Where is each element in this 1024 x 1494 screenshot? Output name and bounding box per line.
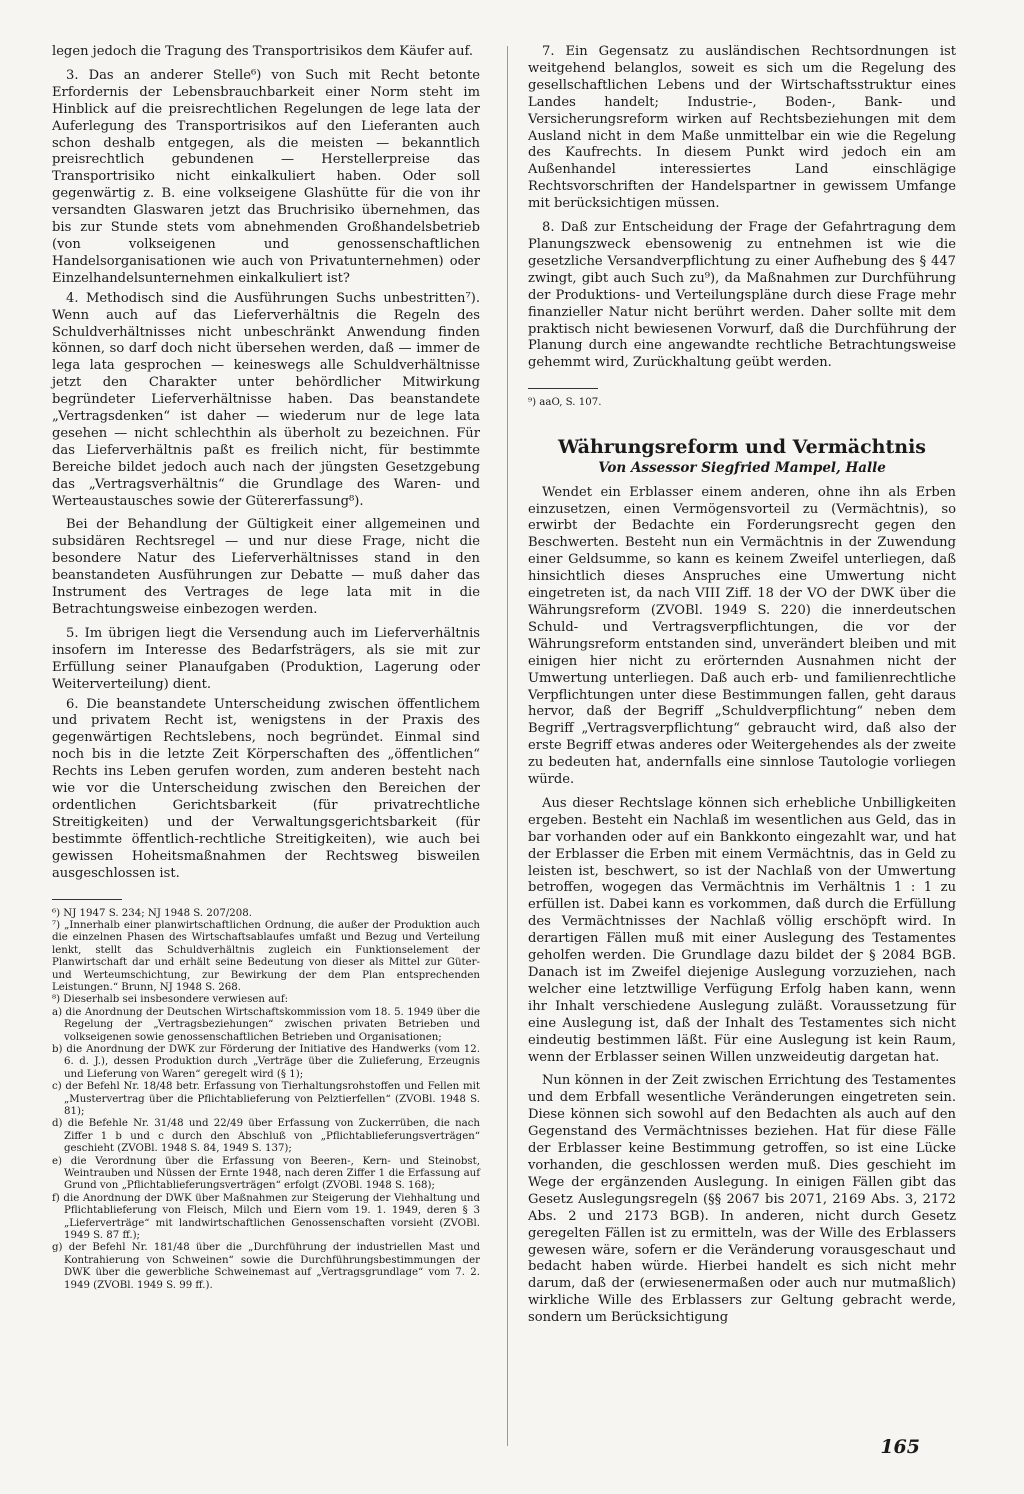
footnote-6: ⁶) NJ 1947 S. 234; NJ 1948 S. 207/208. [52,907,252,919]
right-column [528,44,956,1330]
footnotes-left [52,908,480,1293]
footnote-9: ⁹) aaO, S. 107. [528,397,602,409]
page-number: 165 [880,1436,920,1458]
paragraph-3: 3. Das an anderer Stelle⁶) von Such mit Recht betonte Erfordernis der Lebensbrauchbarkeit einer Norm steht im Hinblick auf die preisrechtlichen Regelungen de lege lata der Auferlegung des Transportrisikos auf den Lieferanten auch schon deshalb entgegen, als die meisten — bekanntlich preisrechtlich gebundenen — Herstellerpreise das Transportrisiko nicht einkalkuliert haben. Oder soll gegenwärtig z. B. eine volkseigene Glashütte für die von ihr versandten Glaswaren jetzt das Bruchrisiko übernehmen, das bis zur Stunde stets vom abnehmenden Großhandelsbetrieb (von volkseigenen und genossenschaftlichen Handelsorganisationen wie auch von Privatunternehmen) oder Einzelhandelsunternehmen einkalkuliert ist? [52,67,480,286]
paragraph-continuation: legen jedoch die Tragung des Transportrisikos dem Käufer auf. [52,44,474,59]
left-column [52,44,480,1292]
paragraph-7: 7. Ein Gegensatz zu ausländischen Rechtsordnungen ist weitgehend belanglos, soweit es sich um die Regelung des gesellschaftlichen Lebens und der Wirtschaftsstruktur eines Landes handelt; Industrie-, Boden-, Bank- und Versicherungsreform wirken auf Rechtsbeziehungen mit dem Ausland nicht in dem Maße unmittelbar ein wie die Regelung des Kaufrechts. In diesem Punkt wird jedoch ein am Außenhandel interessiertes Land einschlägige Rechtsvorschriften der Handelspartner in gewissem Umfange mit berücksichtigen müssen. [528,44,956,212]
footnote-8-item-d: d) die Befehle Nr. 31/48 und 22/49 über Erfassung von Zuckerrüben, die nach Ziffer 1 b und c durch den Abschluß von „Pflichtablieferungsverträgen“ geschieht (ZVOBl. 1948 S. 84, 1949 S. 137); [52,1118,480,1155]
article-paragraph-2: Aus dieser Rechtslage können sich erhebliche Unbilligkeiten ergeben. Besteht ein Nachlaß im wesentlichen aus Geld, das in bar vorhanden oder auf ein Bankkonto eingezahlt war, und hat der Erblasser die Erben mit einem Vermächtnis, das in Geld zu leisten ist, beschwert, so ist der Nachlaß von der Umwertung betroffen, wogegen das Vermächtnis im Verhältnis 1 : 1 zu erfüllen ist. Dabei kann es vorkommen, daß durch die Erfüllung des Vermächtnisses der Nachlaß völlig erschöpft wird. In derartigen Fällen muß mit einer Auslegung des Testamentes geholfen werden. Die Grundlage dazu bildet der § 2084 BGB. Danach ist im Zweifel diejenige Auslegung vorzuziehen, nach welcher eine letztwillige Verfügung Erfolg haben kann, wenn ihr Inhalt verschiedene Auslegung zuläßt. Voraussetzung für eine Auslegung ist, daß der Inhalt des Testamentes sich nicht eindeutig bestimmen läßt. Für eine Auslegung ist kein Raum, wenn der Erblasser seinen Willen unzweideutig dargetan hat. [528,795,956,1065]
footnote-8-item-b: b) die Anordnung der DWK zur Förderung der Initiative des Handwerks (vom 12. 6. d. J.), dessen Produktion durch „Verträge über die Zulieferung, Erzeugnis und Lieferung von Waren“ geregelt wird (§ 1); [52,1043,480,1080]
article-byline: Von Assessor Siegfried Mampel, Halle [598,459,886,476]
article-title: Währungsreform und Vermächtnis [557,435,927,458]
footnote-8: ⁸) Dieserhalb sei insbesondere verwiesen auf: [52,994,289,1006]
article-paragraph-3: Nun können in der Zeit zwischen Errichtung des Testamentes und dem Erbfall wesentliche Veränderungen eingetreten sein. Diese können sich sowohl auf den Bedachten als auch auf den Gegenstand des Vermächtnisses beziehen. Hat für diese Fälle der Erblasser keine Bestimmung getroffen, so ist eine Lücke vorhanden, die geschlossen werden muß. Dies geschieht im Wege der ergänzenden Auslegung. In einigen Fällen gibt das Gesetz Auslegungsregeln (§§ 2067 bis 2071, 2169 Abs. 3, 2172 Abs. 2 und 2173 BGB). In anderen, nicht durch Gesetz geregelten Fällen ist zu ermitteln, was der Wille des Erblassers gewesen wäre, sofern er die Veränderung vorausgeschaut und bedacht haben würde. Hierbei handelt es sich nicht mehr darum, daß der (erwiesenermaßen oder auch nur mutmaßlich) wirkliche Wille des Erblassers zur Geltung gebracht werde, sondern um Berücksichtigung [528,1073,956,1326]
paragraph-8: 8. Daß zur Entscheidung der Frage der Gefahrtragung dem Planungszweck ebensowenig zu entnehmen ist wie die gesetzliche Versandverpflichtung zu einer Aufhebung des § 447 zwingt, gibt auch Such zu⁹), da Maßnahmen zur Durchführung der Produktions- und Verteilungspläne durch diese Frage mehr finanzieller Natur nicht berührt werden. Daher sollte mit dem praktisch nicht bewiesenen Vorwurf, daß die Durchführung der Planung durch eine angewandte rechtliche Betrachtungsweise gehemmt wird, Zurückhaltung geübt werden. [528,220,956,371]
paragraph-4: 4. Methodisch sind die Ausführungen Suchs unbestritten⁷). Wenn auch auf das Lieferverhältnis die Regeln des Schuldverhältnisses nicht unbeschränkt Anwendung finden können, so darf doch nicht übersehen werden, daß — immer de lega lata gesprochen — keineswegs alle Schuldverhältnisse jetzt den Charakter unter behördlicher Mitwirkung begründeter Lieferverhältnisse haben. Das beanstandete „Vertragsdenken“ ist daher — wiederum nur de lege lata gesehen — nicht schlechthin als überholt zu bezeichnen. Für das Lieferverhältnis paßt es freilich nicht, für bestimmte Bereiche bildet jedoch auch nach der jüngsten Gesetzgebung das „Vertragsverhältnis“ die Grundlage des Waren- und Werteaustausches sowie der Gütererfassung⁸). [52,290,480,509]
footnote-8-item-c: c) der Befehl Nr. 18/48 betr. Erfassung von Tierhaltungsrohstoffen und Fellen mit „Mustervertrag über die Pflichtablieferung von Pelztierfellen“ (ZVOBl. 1948 S. 81); [52,1081,480,1117]
footnote-8-item-g: g) der Befehl Nr. 181/48 über die „Durchführung der industriellen Mast und Kontrahierung von Schweinen“ sowie die Durchführungsbestimmungen der DWK über die gewerbliche Schweinemast auf „Vertragsgrundlage“ vom 7. 2. 1949 (ZVOBl. 1949 S. 99 ff.). [52,1242,480,1291]
article-paragraph-1: Wendet ein Erblasser einem anderen, ohne ihn als Erben einzusetzen, einen Vermögensvorteil zu (Vermächtnis), so erwirbt der Bedachte ein Forderungsrecht gegen den Beschwerten. Besteht nun ein Vermächtnis in der Zuwendung einer Geldsumme, so kann es keinem Zweifel unterliegen, daß hinsichtlich dieses Anspruches eine Umwertung nicht eingetreten ist, da nach VIII Ziff. 18 der VO der DWK über die Währungsreform (ZVOBl. 1949 S. 220) die innerdeutschen Schuld- und Vertragsverpflichtungen, die vor der Währungsreform entstanden sind, unverändert bleiben und mit einigen hier nicht zu erörternden Ausnahmen nicht der Umwertung unterliegen. Daß auch erb- und familienrechtliche Verpflichtungen unter diese Bestimmungen fallen, geht daraus hervor, daß der Begriff „Schuldverpflichtung“ neben dem Begriff „Vertragsverpflichtung“ gebraucht wird, daß also der erste Begriff etwas anderes oder Weitergehendes als der zweite zu bedeuten hat, andernfalls eine sinnlose Tautologie vorliegen würde. [528,484,956,788]
column-divider [507,46,508,1446]
paragraph-general-rule: Bei der Behandlung der Gültigkeit einer allgemeinen und subsidären Rechtsregel — und nur diese Frage, nicht die besondere Natur des Lieferverhältnisses stand in den beanstandeten Ausführungen zur Debatte — muß daher das Instrument des Vertrages de lege lata mit in die Betrachtungsweise einbezogen werden. [52,517,480,617]
footnote-separator [52,899,122,900]
footnote-8-item-f: f) die Anordnung der DWK über Maßnahmen zur Steigerung der Viehhaltung und Pflichtablieferung von Fleisch, Milch und Eiern vom 19. 1. 1949, deren § 3 „Lieferverträge“ mit landwirtschaftlichen Genossenschaften vorsieht (ZVOBl. 1949 S. 87 ff.); [52,1192,480,1242]
paragraph-6: 6. Die beanstandete Unterscheidung zwischen öffentlichem und privatem Recht ist, wenigstens in der Praxis des gegenwärtigen Rechtslebens, noch begründet. Einmal sind noch bis in die letzte Zeit Körperschaften des „öffentlichen“ Rechts ins Leben gerufen worden, zum anderen besteht nach wie vor die Unterscheidung zwischen den Bereichen der ordentlichen Gerichtsbarkeit (für privatrechtliche Streitigkeiten) und der Verwaltungsgerichtsbarkeit (für bestimmte öffentlich-rechtliche Streitigkeiten), wie auch bei gewissen Hoheitsmaßnahmen der Rechtsweg bisweilen ausgeschlossen ist. [52,696,480,881]
paragraph-5: 5. Im übrigen liegt die Versendung auch im Lieferverhältnis insofern im Interesse des Bedarfsträgers, als sie mit zur Erfüllung seiner Planaufgaben (Produktion, Lagerung oder Weiterverteilung) dient. [52,625,480,692]
footnote-7: ⁷) „Innerhalb einer planwirtschaftlichen Ordnung, die außer der Produktion auch die einzelnen Phasen des Wirtschaftsablaufes umfaßt und Bezug und Verteilung lenkt, stellt das Schuldverhältnis zugleich ein Funktionselement der Planwirtschaft dar und erhält seine Bedeutung von dieser als Mittel zur Güter- und Werteumschichtung, zur Bewirkung der dem Plan entsprechenden Leistungen.“ Brunn, NJ 1948 S. 268. [52,919,480,993]
footnote-separator-right [528,388,598,389]
footnote-8-item-e: e) die Verordnung über die Erfassung von Beeren-, Kern- und Steinobst, Weintrauben und Nüssen der Ernte 1948, nach deren Ziffer 1 die Erfassung auf Grund von „Pflichtablieferungsverträgen“ erfolgt (ZVOBl. 1948 S. 168); [52,1155,480,1192]
footnote-8-item-a: a) die Anordnung der Deutschen Wirtschaftskommission vom 18. 5. 1949 über die Regelung der „Vertragsbeziehungen“ zwischen privaten Betrieben und volkseigenen sowie genossenschaftlichen Betrieben und Organisationen; [52,1006,480,1043]
